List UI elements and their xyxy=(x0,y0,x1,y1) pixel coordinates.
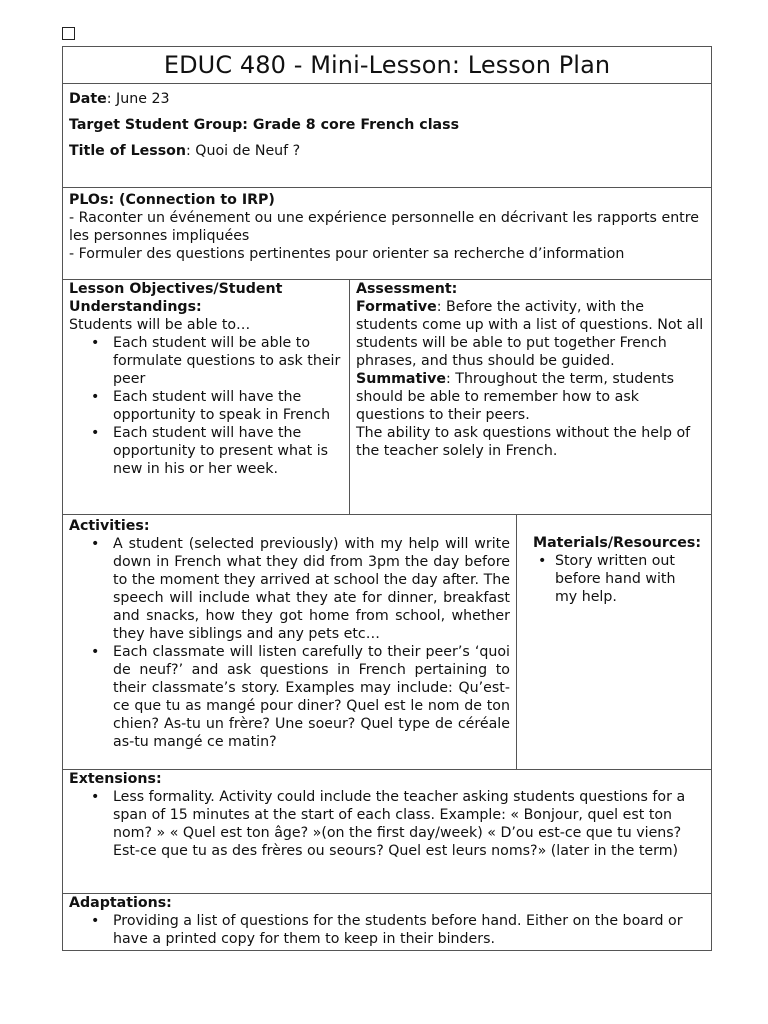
assessment-heading: Assessment: xyxy=(356,281,458,297)
lesson-plan-table xyxy=(62,46,712,951)
plo-line: - Formuler des questions pertinentes pour orienter sa recherche d’information xyxy=(69,246,625,262)
list-item: • Less formality. Activity could include the teacher asking students questions for a span of 15 minutes at the start of each class. Example: « Bonjour, quel est ton nom? » « Quel est ton âge? »(on the first day/week) « D’ou est-ce que tu viens? Est-ce que tu as des frères ou seours? Quel est leurs noms?» (later in the term) xyxy=(113,788,705,860)
plos-heading: PLOs: (Connection to IRP) xyxy=(69,192,275,208)
checkbox[interactable] xyxy=(62,27,75,40)
extensions-list xyxy=(69,788,705,860)
activities-heading: Activities: xyxy=(69,518,150,534)
plo-line: - Raconter un événement ou une expérience personnelle en décrivant les rapports entre les personnes impliquées xyxy=(69,210,699,244)
list-item: • Each student will have the opportunity to speak in French xyxy=(113,388,343,424)
assessment-section xyxy=(350,280,711,514)
materials-section xyxy=(517,515,711,769)
objectives-section xyxy=(63,280,350,514)
document-title: EDUC 480 - Mini-Lesson: Lesson Plan xyxy=(163,51,611,79)
list-item: • Each classmate will listen carefully to their peer’s ‘quoi de neuf?’ and ask questions in French pertaining to their classmate’s story. Examples may include: Qu’est-ce que tu as mangé pour diner? Quel est le nom de ton chien? As-tu un frère? Une soeur? Quel type de céréale as-tu mangé ce matin? xyxy=(113,643,510,751)
objectives-intro: Students will be able to… xyxy=(69,317,251,333)
summative-text: : Throughout the term, students should be able to remember how to ask questions to their peers. xyxy=(356,371,675,423)
target-group-label: Target Student Group: Grade 8 core French class xyxy=(69,117,460,133)
formative-label: Formative xyxy=(356,299,437,315)
lesson-title-value: : Quoi de Neuf ? xyxy=(186,143,301,159)
date-line xyxy=(69,90,705,108)
lesson-info xyxy=(63,83,711,187)
lesson-title-line xyxy=(69,142,705,160)
objectives-heading: Lesson Objectives/Student Understandings: xyxy=(69,281,283,315)
adaptations-heading: Adaptations: xyxy=(69,895,172,911)
activities-section xyxy=(63,515,517,769)
extensions-heading: Extensions: xyxy=(69,771,162,787)
list-item: • A student (selected previously) with my help will write down in French what they did from 3pm the day before to the moment they arrived at school the day after. The speech will include what they ate for dinner, breakfast and snacks, how they got home from school, whether they have siblings and any pets etc… xyxy=(113,535,510,643)
formative-text: : Before the activity, with the students come up with a list of questions. Not all students will be able to put together French phrases, and thus should be guided. xyxy=(356,299,704,369)
activities-list xyxy=(69,535,510,751)
materials-list xyxy=(533,552,701,606)
list-item: • Story written out before hand with my help. xyxy=(555,552,701,606)
objectives-list xyxy=(69,334,343,478)
list-item: • Providing a list of questions for the students before hand. Either on the board or have a printed copy for them to keep in their binders. xyxy=(113,912,705,948)
list-item: • Each student will have the opportunity to present what is new in his or her week. xyxy=(113,424,343,478)
date-value: : June 23 xyxy=(106,91,170,107)
target-group-line xyxy=(69,116,705,134)
formative-paragraph xyxy=(356,298,705,370)
date-label: Date xyxy=(69,91,107,107)
assessment-extra: The ability to ask questions without the help of the teacher solely in French. xyxy=(356,425,691,459)
adaptations-section xyxy=(63,893,711,950)
materials-heading: Materials/Resources: xyxy=(532,535,701,551)
summative-label: Summative xyxy=(356,371,446,387)
list-item: • Each student will be able to formulate questions to ask their peer xyxy=(113,334,343,388)
adaptations-list xyxy=(69,912,705,948)
objectives-assessment-row xyxy=(63,279,711,514)
extensions-section xyxy=(63,769,711,893)
plos-section xyxy=(63,187,711,279)
activities-materials-row xyxy=(63,514,711,769)
lesson-title-label: Title of Lesson xyxy=(69,143,187,159)
summative-paragraph xyxy=(356,370,705,424)
